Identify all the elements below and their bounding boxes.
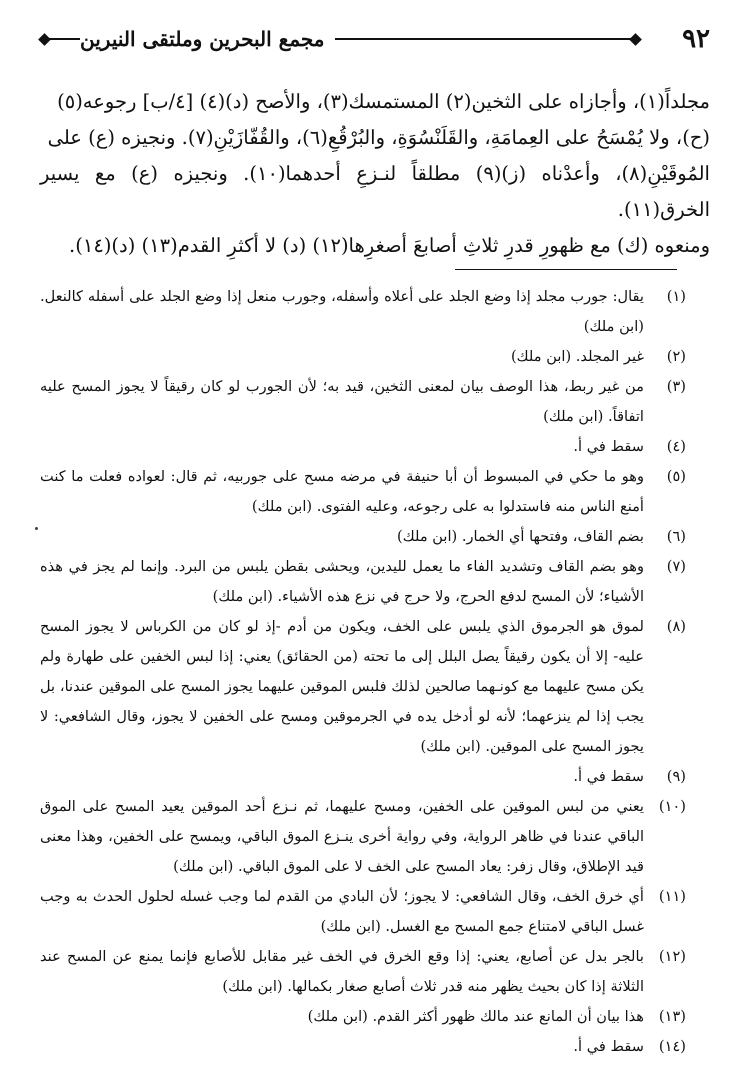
- footnote-text: غير المجلد. (ابن ملك): [510, 348, 644, 365]
- footnote-text: سقط في أ.: [573, 768, 644, 785]
- page-header: [40, 22, 710, 56]
- footnote-text: أي خرق الخف، وقال الشافعي: لا يجوز؛ لأن البادي من القدم لما وجب غسله لحلول الحدث به وجب غسل الباقي لامتناع جمع المسح مع الغسل. (ابن ملك): [40, 888, 644, 935]
- footnote-number: (٨): [666, 618, 686, 635]
- footnotes: [40, 282, 686, 1062]
- footnote-text: بالجر بدل عن أصابع، يعني: إذا وقع الخرق في الخف غير مقابل للأصابع فإنما يمنع عن المسح عند الثلاثة إذا كان بحيث يظهر منه قدر ثلاث أصابع صغار بكمالها. (ابن ملك): [40, 948, 644, 995]
- footnote: [40, 1032, 686, 1062]
- header-ornament-left: [335, 35, 640, 44]
- header-rule: [49, 38, 80, 40]
- footnote-text: وهو ما حكي في المبسوط أن أبا حنيفة في مرضه مسح على جوربيه، ثم قال: لعواده فعلت ما كنت أمنع الناس منه فاستدلوا به على رجوعه، وعليه الفتوى. (ابن ملك): [40, 468, 644, 515]
- footnote: [40, 462, 686, 522]
- diamond-icon: [38, 33, 51, 46]
- footnote-number: (١): [666, 288, 686, 305]
- main-text: [40, 84, 710, 264]
- footnote-number: (٥): [666, 468, 686, 485]
- footnote-text: هذا بيان أن المانع عند مالك ظهور أكثر القدم. (ابن ملك): [307, 1008, 644, 1025]
- footnote-text: سقط في أ.: [573, 438, 644, 455]
- footnote-text: يعني من لبس الموقين على الخفين، ومسح عليهما، ثم نـزع أحد الموقين يعيد المسح على الموق الباقي عندنا في ظاهر الرواية، وفي رواية أخرى ينـزع الموق الباقي، ويمسح على الخفين، وهذا معنى قيد الإطلاق، وقال زفر: يعاد المسح على الخف لا على الموق الباقي. (ابن ملك): [40, 798, 644, 875]
- footnote: [40, 432, 686, 462]
- footnote-separator: [455, 269, 677, 270]
- footnote-number: (٣): [666, 378, 686, 395]
- footnote-number: (١١): [658, 888, 686, 905]
- footnote-number: (١٠): [658, 798, 686, 815]
- footnote-number: (٦): [666, 528, 686, 545]
- main-text-line: المُوقَيْنِ(٨)، وأعدْناه (ز)(٩) مطلقاً لنـزعِ أحدهما(١٠). ونجيزه (ع) مع يسير الخرق(١١).: [40, 162, 710, 221]
- footnote: [40, 882, 686, 942]
- footnote-text: وهو بضم القاف وتشديد الفاء ما يعمل لليدين، ويحشى بقطن يلبس من البرد. وإنما لم يجز في هذه الأشياء؛ لأن المسح لدفع الحرج، ولا حرج في نزع هذه الأشياء. (ابن ملك): [40, 558, 644, 605]
- footnote-number: (٧): [666, 558, 686, 575]
- diamond-icon: [629, 33, 642, 46]
- footnote-text: من غير ربط، هذا الوصف بيان لمعنى الثخين، قيد به؛ لأن الجورب لو كان رقيقاً لا يجوز المسح عليه اتفاقاً. (ابن ملك): [40, 378, 644, 425]
- footnote: [40, 372, 686, 432]
- footnote: [40, 282, 686, 342]
- header-rule: [335, 38, 631, 40]
- footnote-number: (٢): [666, 348, 686, 365]
- footnote: [40, 552, 686, 612]
- footnote: [40, 342, 686, 372]
- footnote-text: يقال: جورب مجلد إذا وضع الجلد على أعلاه وأسفله، وجورب منعل إذا وضع الجلد على أسفله كالنعل. (ابن ملك): [40, 288, 644, 335]
- footnote-number: (١٣): [658, 1008, 686, 1025]
- footnote-number: (٤): [666, 438, 686, 455]
- page-number: ٩٢: [682, 24, 710, 54]
- footnote: [40, 522, 686, 552]
- footnote: [40, 792, 686, 882]
- footnote: [40, 942, 686, 1002]
- main-text-line: مجلداً(١)، وأجازاه على الثخين(٢) المستمسك(٣)، والأصح (د)(٤) [٤/ب] رجوعه(٥): [57, 90, 710, 113]
- margin-dot: [35, 527, 38, 530]
- footnote-text: بضم القاف، وفتحها أي الخمار. (ابن ملك): [397, 528, 644, 545]
- footnote-number: (٩): [666, 768, 686, 785]
- main-text-line: ومنعوه (ك) مع ظهورِ قدرِ ثلاثِ أصابعَ أصغرِها(١٢) (د) لا أكثرِ القدم(١٣) (د)(١٤).: [69, 234, 710, 257]
- header-ornament-right: [40, 35, 80, 44]
- running-title: مجمع البحرين وملتقى النيرين: [80, 27, 325, 51]
- footnote-number: (١٤): [658, 1038, 686, 1055]
- footnote: [40, 1002, 686, 1032]
- footnote: [40, 762, 686, 792]
- footnote-text: سقط في أ.: [573, 1038, 644, 1055]
- footnote: [40, 612, 686, 762]
- footnote-text: لموق هو الجرموق الذي يلبس على الخف، ويكون من أدم -إذ لو كان من الكرباس لا يجوز المسح عليه- إلا أن يكون رقيقاً يصل البلل إلى ما تحته (من الحقائق) يعني: إذا لبس الخفين على طهارة ولم يكن مسح عليهما مع كونـهما صالحين لذلك فلبس الموقين عليهما يجوز المسح على الموقين عندنا، بل يجب إذا لم ينزعهما؛ لأنه لو أدخل يده في الجرموقين ومسح على الخفين لا يجوز، وقال الشافعي: لا يجوز المسح على الموقين. (ابن ملك): [40, 618, 644, 755]
- main-text-line: (ح)، ولا يُمْسَحُ على العِمامَةِ، والقَلَنْسُوَةِ، والبُرْقُعِ(٦)، والقُفّازَيْنِ(٧). ونجيزه (ع) على: [47, 126, 710, 149]
- footnote-number: (١٢): [658, 948, 686, 965]
